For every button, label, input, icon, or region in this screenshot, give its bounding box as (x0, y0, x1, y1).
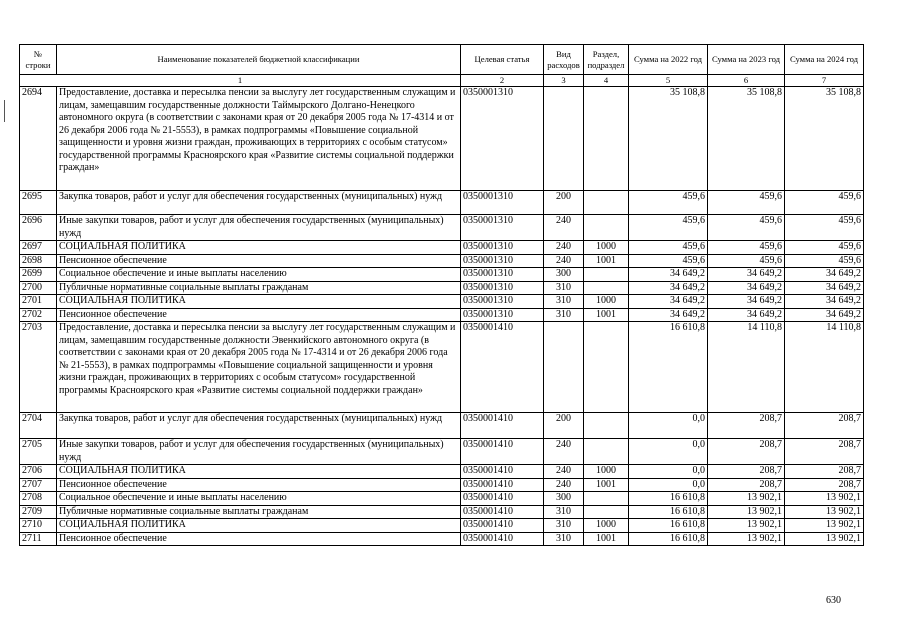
indicator-name: Пенсионное обеспечение (57, 308, 461, 322)
section-code: 1000 (584, 465, 629, 479)
sum-2024: 459,6 (785, 241, 864, 255)
column-number: 5 (629, 75, 708, 87)
header-row (20, 45, 864, 75)
section-code: 1000 (584, 241, 629, 255)
header-target-article: Целевая статья (461, 45, 544, 75)
sum-2024: 34 649,2 (785, 308, 864, 322)
budget-table (19, 44, 864, 546)
sum-2024: 208,7 (785, 439, 864, 465)
indicator-name: Публичные нормативные социальные выплаты гражданам (57, 281, 461, 295)
row-number: 2707 (20, 478, 57, 492)
indicator-name: Предоставление, доставка и пересылка пенсии за выслугу лет государственным служащим и лицам, замещавшим государственные должности Эвенкийского автономного округа (в соответствии с законами края от 20 декабря 2005 года № 17-4314 и от 26 декабря 2006 года № 21-5553), в рамках подпрограммы «Повышение социальной защищенности и уровня жизни граждан, проживающих в территориях с особым статусом» государственной программы Красноярского края «Развитие системы социальной поддержки граждан» (57, 322, 461, 413)
row-number: 2702 (20, 308, 57, 322)
indicator-name: СОЦИАЛЬНАЯ ПОЛИТИКА (57, 295, 461, 309)
section-code: 1000 (584, 295, 629, 309)
section-code: 1001 (584, 308, 629, 322)
header-sum-2022: Сумма на 2022 год (629, 45, 708, 75)
expense-type: 310 (544, 308, 584, 322)
target-article: 0350001410 (461, 478, 544, 492)
expense-type (544, 87, 584, 191)
table-row (20, 413, 864, 439)
section-code (584, 413, 629, 439)
target-article: 0350001410 (461, 322, 544, 413)
section-code (584, 505, 629, 519)
sum-2023: 459,6 (708, 191, 785, 215)
indicator-name: Пенсионное обеспечение (57, 254, 461, 268)
column-number: 3 (544, 75, 584, 87)
sum-2022: 0,0 (629, 413, 708, 439)
table-row (20, 478, 864, 492)
indicator-name: Публичные нормативные социальные выплаты гражданам (57, 505, 461, 519)
table-row (20, 519, 864, 533)
sum-2023: 459,6 (708, 215, 785, 241)
expense-type: 240 (544, 241, 584, 255)
indicator-name: Закупка товаров, работ и услуг для обеспечения государственных (муниципальных) нужд (57, 191, 461, 215)
table-row (20, 215, 864, 241)
table-row (20, 532, 864, 546)
column-number: 1 (20, 75, 461, 87)
section-code: 1000 (584, 519, 629, 533)
column-number: 2 (461, 75, 544, 87)
sum-2023: 208,7 (708, 478, 785, 492)
row-number: 2700 (20, 281, 57, 295)
indicator-name: Иные закупки товаров, работ и услуг для обеспечения государственных (муниципальных) нужд (57, 215, 461, 241)
expense-type (544, 322, 584, 413)
target-article: 0350001410 (461, 519, 544, 533)
sum-2024: 208,7 (785, 478, 864, 492)
row-number: 2710 (20, 519, 57, 533)
expense-type: 310 (544, 281, 584, 295)
target-article: 0350001410 (461, 532, 544, 546)
table-row (20, 492, 864, 506)
expense-type: 240 (544, 478, 584, 492)
target-article: 0350001310 (461, 215, 544, 241)
sum-2022: 459,6 (629, 241, 708, 255)
sum-2024: 459,6 (785, 191, 864, 215)
header-name: Наименование показателей бюджетной классификации (57, 45, 461, 75)
table-row (20, 295, 864, 309)
section-code (584, 492, 629, 506)
sum-2022: 34 649,2 (629, 268, 708, 282)
expense-type: 240 (544, 465, 584, 479)
sum-2024: 34 649,2 (785, 281, 864, 295)
section-code (584, 87, 629, 191)
header-sum-2024: Сумма на 2024 год (785, 45, 864, 75)
sum-2024: 13 902,1 (785, 532, 864, 546)
sum-2022: 16 610,8 (629, 519, 708, 533)
sum-2023: 208,7 (708, 413, 785, 439)
sum-2023: 13 902,1 (708, 532, 785, 546)
sum-2023: 34 649,2 (708, 281, 785, 295)
indicator-name: Пенсионное обеспечение (57, 532, 461, 546)
sum-2023: 35 108,8 (708, 87, 785, 191)
sum-2022: 16 610,8 (629, 492, 708, 506)
sum-2022: 0,0 (629, 465, 708, 479)
sum-2023: 459,6 (708, 241, 785, 255)
section-code: 1001 (584, 478, 629, 492)
row-number: 2696 (20, 215, 57, 241)
table-row (20, 281, 864, 295)
sum-2023: 208,7 (708, 439, 785, 465)
expense-type: 310 (544, 532, 584, 546)
header-expense-type: Вид расходов (544, 45, 584, 75)
sum-2022: 16 610,8 (629, 505, 708, 519)
column-number: 7 (785, 75, 864, 87)
sum-2022: 459,6 (629, 254, 708, 268)
target-article: 0350001310 (461, 295, 544, 309)
row-number: 2697 (20, 241, 57, 255)
column-number: 6 (708, 75, 785, 87)
row-number: 2705 (20, 439, 57, 465)
expense-type: 310 (544, 505, 584, 519)
sum-2023: 459,6 (708, 254, 785, 268)
sum-2024: 34 649,2 (785, 295, 864, 309)
sum-2024: 208,7 (785, 465, 864, 479)
page-number: 630 (826, 595, 841, 606)
indicator-name: СОЦИАЛЬНАЯ ПОЛИТИКА (57, 241, 461, 255)
target-article: 0350001310 (461, 268, 544, 282)
sum-2022: 16 610,8 (629, 532, 708, 546)
expense-type: 240 (544, 254, 584, 268)
table-row (20, 191, 864, 215)
table-row (20, 268, 864, 282)
row-number: 2699 (20, 268, 57, 282)
table-row (20, 439, 864, 465)
sum-2023: 34 649,2 (708, 308, 785, 322)
sum-2023: 13 902,1 (708, 519, 785, 533)
target-article: 0350001410 (461, 505, 544, 519)
row-number: 2709 (20, 505, 57, 519)
sum-2022: 0,0 (629, 439, 708, 465)
sum-2024: 459,6 (785, 254, 864, 268)
sum-2024: 208,7 (785, 413, 864, 439)
sum-2023: 34 649,2 (708, 268, 785, 282)
row-number: 2694 (20, 87, 57, 191)
target-article: 0350001410 (461, 413, 544, 439)
expense-type: 300 (544, 268, 584, 282)
sum-2022: 0,0 (629, 478, 708, 492)
header-sum-2023: Сумма на 2023 год (708, 45, 785, 75)
expense-type: 200 (544, 191, 584, 215)
row-number: 2701 (20, 295, 57, 309)
table-row (20, 87, 864, 191)
indicator-name: Закупка товаров, работ и услуг для обеспечения государственных (муниципальных) нужд (57, 413, 461, 439)
expense-type: 310 (544, 519, 584, 533)
target-article: 0350001410 (461, 439, 544, 465)
indicator-name: Иные закупки товаров, работ и услуг для обеспечения государственных (муниципальных) нужд (57, 439, 461, 465)
section-code (584, 439, 629, 465)
table-row (20, 254, 864, 268)
expense-type: 240 (544, 215, 584, 241)
expense-type: 240 (544, 439, 584, 465)
sum-2022: 16 610,8 (629, 322, 708, 413)
target-article: 0350001410 (461, 492, 544, 506)
column-number: 4 (584, 75, 629, 87)
expense-type: 310 (544, 295, 584, 309)
section-code (584, 215, 629, 241)
target-article: 0350001310 (461, 254, 544, 268)
sum-2024: 459,6 (785, 215, 864, 241)
sum-2023: 13 902,1 (708, 505, 785, 519)
sum-2022: 459,6 (629, 191, 708, 215)
section-code (584, 268, 629, 282)
target-article: 0350001310 (461, 308, 544, 322)
section-code (584, 322, 629, 413)
sum-2022: 34 649,2 (629, 308, 708, 322)
sum-2022: 459,6 (629, 215, 708, 241)
target-article: 0350001310 (461, 87, 544, 191)
row-number: 2695 (20, 191, 57, 215)
margin-mark (4, 100, 5, 122)
indicator-name: Социальное обеспечение и иные выплаты населению (57, 268, 461, 282)
row-number: 2704 (20, 413, 57, 439)
sum-2024: 13 902,1 (785, 492, 864, 506)
column-number-row (20, 75, 864, 87)
section-code (584, 281, 629, 295)
table-row (20, 505, 864, 519)
sum-2024: 35 108,8 (785, 87, 864, 191)
sum-2023: 13 902,1 (708, 492, 785, 506)
header-row-number: № строки (20, 45, 57, 75)
target-article: 0350001310 (461, 191, 544, 215)
sum-2023: 208,7 (708, 465, 785, 479)
section-code: 1001 (584, 532, 629, 546)
indicator-name: СОЦИАЛЬНАЯ ПОЛИТИКА (57, 519, 461, 533)
table-row (20, 241, 864, 255)
sum-2024: 13 902,1 (785, 519, 864, 533)
row-number: 2708 (20, 492, 57, 506)
sum-2022: 34 649,2 (629, 281, 708, 295)
sum-2024: 34 649,2 (785, 268, 864, 282)
sum-2022: 35 108,8 (629, 87, 708, 191)
target-article: 0350001310 (461, 281, 544, 295)
section-code (584, 191, 629, 215)
sum-2024: 13 902,1 (785, 505, 864, 519)
row-number: 2698 (20, 254, 57, 268)
target-article: 0350001410 (461, 465, 544, 479)
sum-2024: 14 110,8 (785, 322, 864, 413)
table-row (20, 465, 864, 479)
header-section: Раздел, подраздел (584, 45, 629, 75)
table-body (20, 87, 864, 546)
row-number: 2703 (20, 322, 57, 413)
sum-2023: 14 110,8 (708, 322, 785, 413)
row-number: 2706 (20, 465, 57, 479)
expense-type: 300 (544, 492, 584, 506)
sum-2023: 34 649,2 (708, 295, 785, 309)
target-article: 0350001310 (461, 241, 544, 255)
row-number: 2711 (20, 532, 57, 546)
table-row (20, 308, 864, 322)
indicator-name: Предоставление, доставка и пересылка пенсии за выслугу лет государственным служащим и лицам, замещавшим государственные должности Таймырского Долгано-Ненецкого автономного округа (в соответствии с законами края от 20 декабря 2005 года № 17-4314 и от 26 декабря 2006 года № 21-5553), в рамках подпрограммы «Повышение социальной защищенности и уровня жизни граждан, проживающих в территориях с особым статусом» государственной программы Красноярского края «Развитие системы социальной поддержки граждан» (57, 87, 461, 191)
section-code: 1001 (584, 254, 629, 268)
indicator-name: СОЦИАЛЬНАЯ ПОЛИТИКА (57, 465, 461, 479)
expense-type: 200 (544, 413, 584, 439)
table-row (20, 322, 864, 413)
sum-2022: 34 649,2 (629, 295, 708, 309)
indicator-name: Пенсионное обеспечение (57, 478, 461, 492)
indicator-name: Социальное обеспечение и иные выплаты населению (57, 492, 461, 506)
